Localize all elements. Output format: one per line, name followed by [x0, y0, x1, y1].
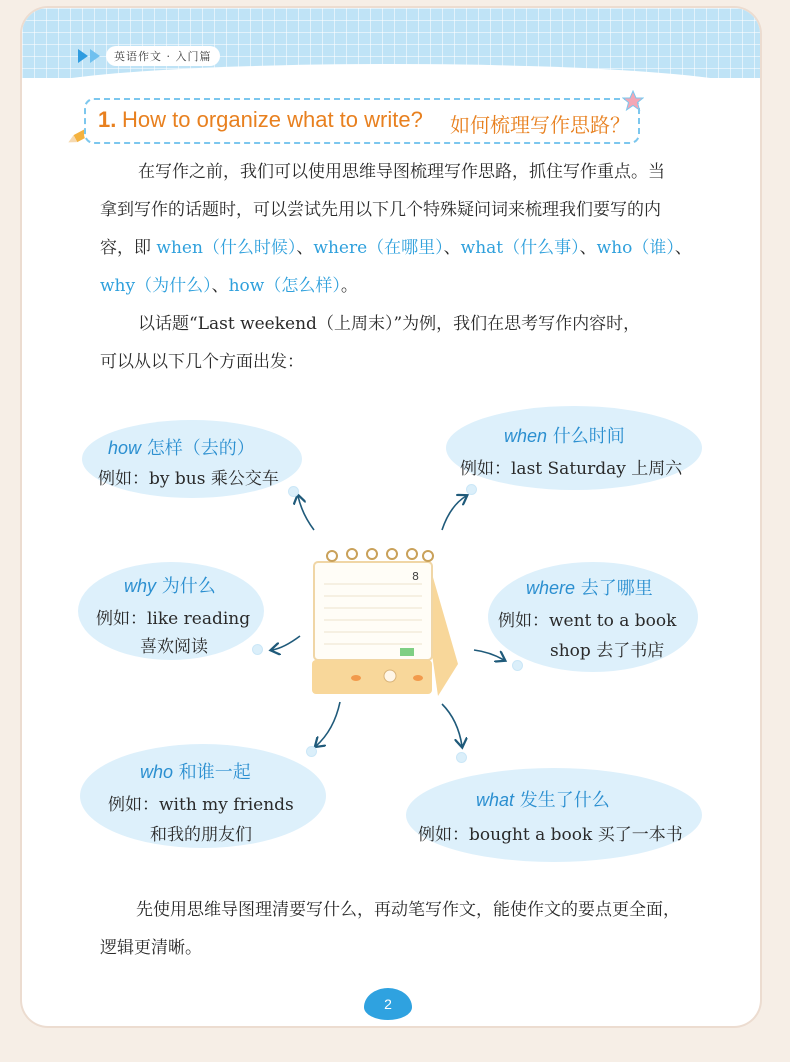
who-label: who	[140, 762, 174, 782]
where-label-zh: 去了哪里	[580, 578, 653, 599]
when-label: when	[504, 426, 548, 446]
bubble-what-title	[476, 786, 610, 812]
bubble-dot	[456, 752, 467, 763]
bubble-where-title	[526, 574, 653, 600]
bubble-why-example: 例如：like reading	[96, 609, 251, 629]
bubble-who-title	[140, 758, 251, 784]
bubble-dot	[288, 486, 299, 497]
bubble-when-example: 例如：last Saturday 上周六	[460, 459, 683, 479]
why-label: why	[124, 576, 157, 596]
calendar-illustration	[308, 546, 468, 700]
separator: 、	[296, 238, 314, 258]
arrow-when	[442, 496, 466, 530]
page	[22, 8, 760, 1026]
keyword-where: where（在哪里）	[313, 238, 444, 258]
keyword-how: how（怎么样）	[228, 276, 341, 296]
separator: 、	[443, 238, 461, 258]
intro-line-1: 在写作之前，我们可以使用思维导图梳理写作思路，抓住写作重点。当	[138, 162, 665, 182]
bubble-why-title	[124, 572, 216, 598]
what-label: what	[476, 790, 515, 810]
page-number: 2	[364, 988, 412, 1020]
keyword-what: what（什么事）	[460, 238, 580, 258]
bubble-when-title	[504, 422, 625, 448]
bubble-how-example: 例如：by bus 乘公交车	[98, 469, 279, 489]
bubble-dot	[252, 644, 263, 655]
how-label: how	[108, 438, 142, 458]
keyword-when: when（什么时候）	[156, 238, 297, 258]
intro-text: 容，即	[100, 238, 157, 258]
when-label-zh: 什么时间	[552, 426, 625, 447]
section-title-zh: 如何梳理写作思路？	[450, 113, 630, 137]
keyword-who: who（谁）	[596, 238, 675, 258]
section-title-en: How to organize what to write?	[122, 107, 423, 132]
bubble-why-example-zh: 喜欢阅读	[140, 637, 208, 657]
period: 。	[340, 276, 358, 296]
bubble-how	[82, 420, 302, 498]
what-label-zh: 发生了什么	[519, 790, 610, 811]
keyword-why: why（为什么）	[100, 276, 212, 296]
closing-line-1: 先使用思维导图理清要写什么，再动笔写作文，能使作文的要点更全面，	[136, 900, 680, 920]
who-label-zh: 和谁一起	[178, 762, 251, 783]
bubble-dot	[306, 746, 317, 757]
mindmap-arrows	[22, 8, 760, 1026]
bubble-dot	[466, 484, 477, 495]
separator: 、	[674, 238, 692, 258]
intro-line-2: 拿到写作的话题时，可以尝试先用以下几个特殊疑问词来梳理我们要写的内	[100, 200, 661, 220]
bubble-where	[488, 562, 698, 672]
bubble-where-example-2: shop 去了书店	[550, 641, 665, 661]
why-label-zh: 为什么	[161, 576, 216, 597]
how-label-zh: 怎样（去的）	[146, 438, 255, 459]
separator: 、	[211, 276, 229, 296]
breadcrumb-label: 英语作文 · 入门篇	[106, 46, 220, 66]
calendar-month: 8	[412, 570, 419, 583]
bubble-what-example: 例如：bought a book 买了一本书	[418, 825, 683, 845]
bubble-when	[446, 406, 702, 490]
arrow-why	[272, 636, 300, 650]
arrow-how	[298, 496, 314, 530]
bubble-who-example-zh: 和我的朋友们	[150, 825, 252, 845]
closing-line-2: 逻辑更清晰。	[100, 938, 202, 958]
section-number: 1.	[98, 107, 117, 132]
where-label: where	[526, 578, 576, 598]
example-line-1: 以话题“Last weekend（上周末）”为例，我们在思考写作内容时，	[138, 314, 641, 334]
arrow-who	[316, 702, 340, 746]
bubble-who-example: 例如：with my friends	[108, 795, 294, 815]
bubble-what	[406, 768, 702, 862]
bubble-why	[78, 562, 264, 660]
separator: 、	[579, 238, 597, 258]
arrow-what	[442, 704, 462, 746]
arrow-where	[474, 650, 504, 660]
bubble-where-example: 例如：went to a book	[498, 611, 677, 631]
bubble-who	[80, 744, 326, 848]
bubble-dot	[512, 660, 523, 671]
bubble-how-title	[108, 434, 255, 460]
example-line-2: 可以从以下几个方面出发：	[100, 352, 304, 372]
